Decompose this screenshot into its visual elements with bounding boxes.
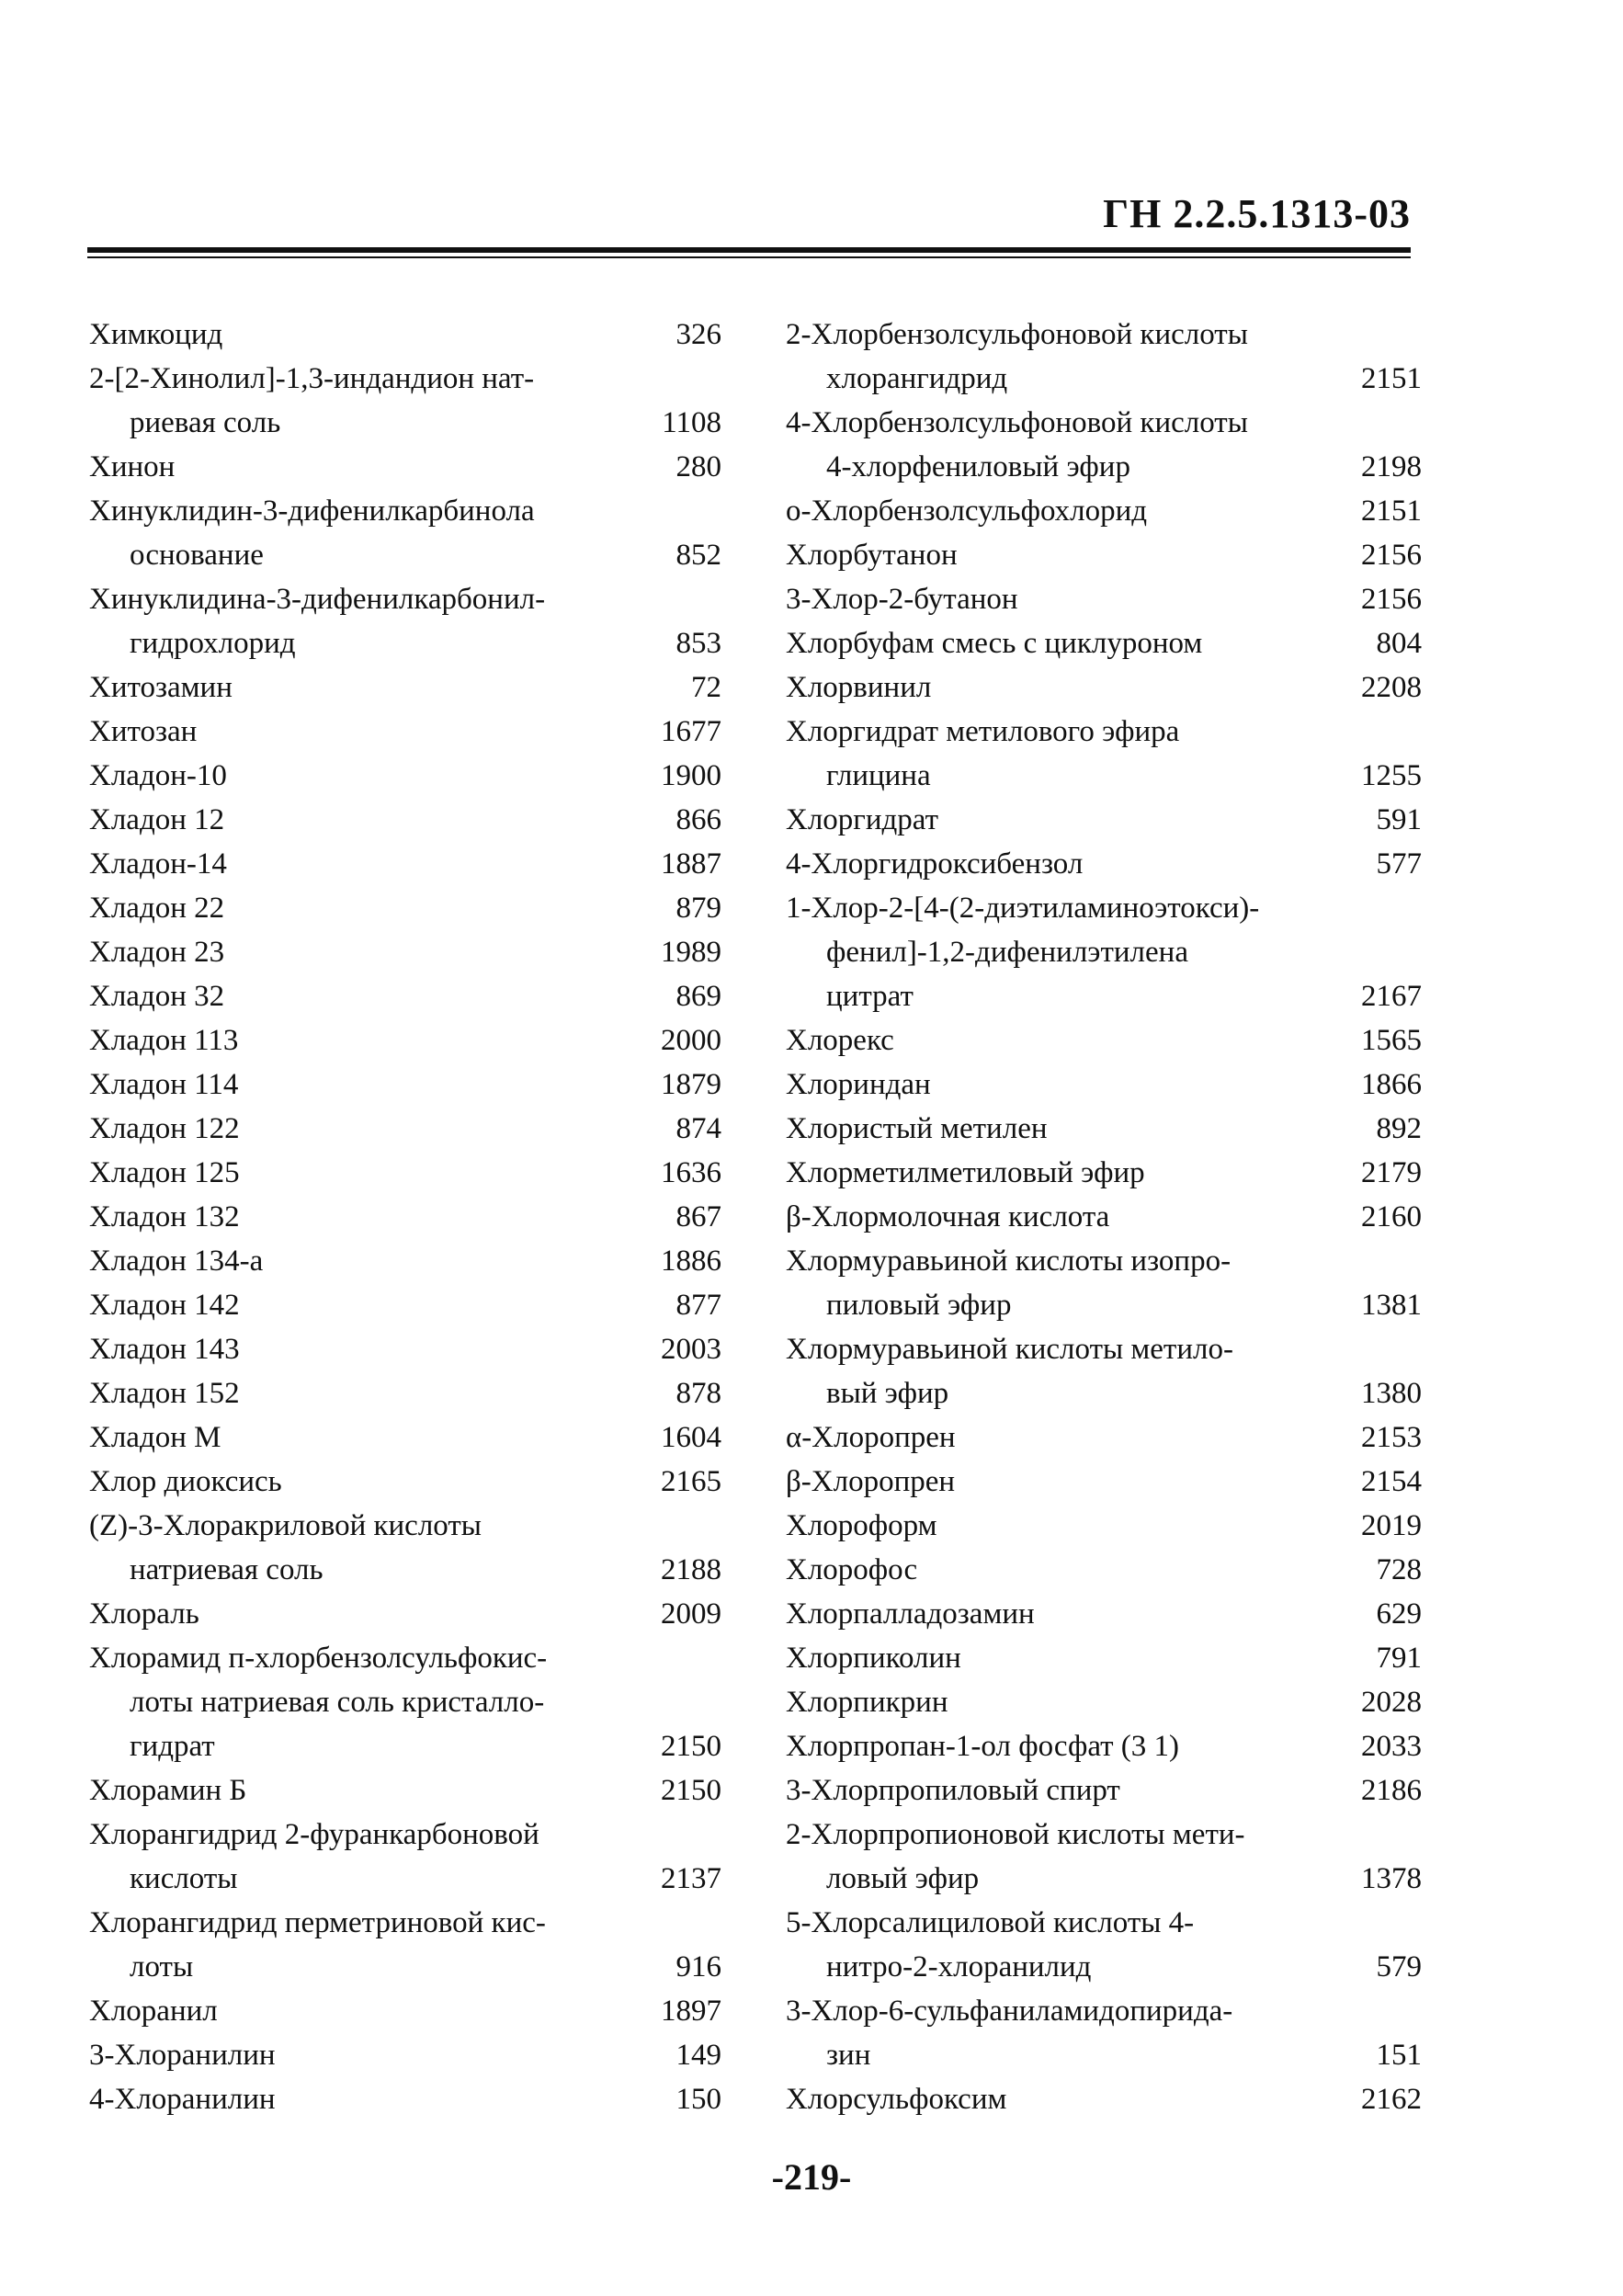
entry-term: Хлоранил — [89, 1995, 218, 2028]
entry-term: Хлориндан — [786, 1068, 931, 1101]
entry-term: Хладон 152 — [89, 1377, 240, 1410]
index-entry — [786, 1327, 1422, 1415]
entry-term-continuation: риевая соль — [130, 406, 281, 439]
index-entry — [786, 710, 1422, 798]
entry-term: 2-Хлорпропионовой кислоты мети- — [786, 1818, 1245, 1851]
entry-term: Хлорофос — [786, 1553, 918, 1586]
entry-term: Хладон 114 — [89, 1068, 239, 1101]
index-entry — [89, 577, 721, 665]
entry-number: 804 — [1376, 627, 1422, 660]
entry-number: 1636 — [661, 1156, 721, 1189]
entry-number: 2156 — [1361, 539, 1422, 572]
entry-term: Хлорпикрин — [786, 1686, 948, 1719]
entry-term-continuation: хлорангидрид — [826, 362, 1008, 395]
entry-number: 2009 — [661, 1597, 721, 1631]
index-entry — [786, 1724, 1422, 1768]
entry-number: 728 — [1376, 1553, 1422, 1586]
entry-term-continuation: цитрат — [826, 980, 914, 1013]
entry-term: Хладон 23 — [89, 936, 225, 969]
entry-number: 72 — [691, 671, 721, 704]
entry-number: 2154 — [1361, 1465, 1422, 1498]
entry-number: 2150 — [661, 1774, 721, 1807]
index-entry — [89, 2033, 721, 2077]
index-entry — [786, 842, 1422, 886]
index-entry — [89, 1901, 721, 1989]
entry-number: 1604 — [661, 1421, 721, 1454]
entry-number: 1897 — [661, 1995, 721, 2028]
entry-term: Хлорпиколин — [786, 1642, 961, 1675]
index-entry — [89, 798, 721, 842]
entry-term: Хлорпалладозамин — [786, 1597, 1035, 1631]
entry-term-continuation: гидрат — [130, 1730, 215, 1763]
entry-number: 1378 — [1361, 1862, 1422, 1895]
index-entry — [786, 1504, 1422, 1548]
entry-number: 2151 — [1361, 494, 1422, 528]
entry-number: 280 — [675, 450, 721, 483]
entry-term-continuation: основание — [130, 539, 264, 572]
index-entry — [89, 710, 721, 754]
entry-term: β-Хлоропрен — [786, 1465, 956, 1498]
index-entry — [786, 401, 1422, 489]
entry-number: 892 — [1376, 1112, 1422, 1145]
entry-term-continuation: вый эфир — [826, 1377, 949, 1410]
entry-number: 867 — [675, 1200, 721, 1233]
header-rule-thick — [87, 247, 1411, 253]
entry-number: 853 — [675, 627, 721, 660]
entry-number: 2208 — [1361, 671, 1422, 704]
entry-term: Химкоцид — [89, 318, 223, 351]
entry-term: 1-Хлор-2-[4-(2-диэтиламиноэтокси)- — [786, 892, 1260, 925]
index-entry — [786, 1813, 1422, 1901]
entry-term: Хладон 132 — [89, 1200, 240, 1233]
entry-number: 1108 — [662, 406, 721, 439]
index-entry — [89, 886, 721, 930]
entry-term: 4-Хлоранилин — [89, 2083, 276, 2116]
entry-number: 591 — [1376, 803, 1422, 836]
entry-term-continuation: лоты — [130, 1950, 194, 1983]
entry-term: Хладон-14 — [89, 847, 227, 881]
entry-term: (Z)-3-Хлоракриловой кислоты — [89, 1509, 482, 1542]
entry-number: 1886 — [661, 1245, 721, 1278]
document-code: ГН 2.2.5.1313-03 — [1103, 191, 1411, 236]
entry-term: Хлорангидрид перметриновой кис- — [89, 1906, 546, 1939]
index-entry — [89, 1327, 721, 1371]
entry-term: 3-Хлорпропиловый спирт — [786, 1774, 1120, 1807]
entry-number: 1255 — [1361, 759, 1422, 792]
entry-number: 2019 — [1361, 1509, 1422, 1542]
entry-number: 2188 — [661, 1553, 721, 1586]
entry-number: 869 — [675, 980, 721, 1013]
index-entry — [89, 930, 721, 974]
entry-number: 1565 — [1361, 1024, 1422, 1057]
page-number: -219- — [771, 2156, 852, 2198]
entry-term: Хитозамин — [89, 671, 233, 704]
index-entry — [89, 1504, 721, 1592]
entry-term: 5-Хлорсалициловой кислоты 4- — [786, 1906, 1195, 1939]
header-rule-thin — [87, 256, 1411, 258]
index-entry — [786, 1901, 1422, 1989]
entry-number: 877 — [675, 1289, 721, 1322]
entry-term: Хладон 134-а — [89, 1245, 264, 1278]
index-entry — [786, 1018, 1422, 1063]
entry-number: 866 — [675, 803, 721, 836]
entry-term: Хлор диоксись — [89, 1465, 282, 1498]
index-entry — [89, 842, 721, 886]
page-header — [87, 188, 1411, 258]
entry-number: 1381 — [1361, 1289, 1422, 1322]
entry-term: 3-Хлор-2-бутанон — [786, 583, 1018, 616]
index-entry — [89, 357, 721, 445]
entry-term: Хлорамид п-хлорбензолсульфокис- — [89, 1642, 548, 1675]
entry-term: Хладон-10 — [89, 759, 227, 792]
entry-term: Хладон 122 — [89, 1112, 240, 1145]
index-entry — [786, 313, 1422, 401]
entry-term-continuation: фенил]-1,2-дифенилэтилена — [826, 936, 1188, 969]
entry-term: Хинуклидин-3-дифенилкарбинола — [89, 494, 535, 528]
index-column-right — [786, 313, 1422, 2121]
entry-term: 3-Хлор-6-сульфаниламидопирида- — [786, 1995, 1233, 2028]
entry-term: Хлорметилметиловый эфир — [786, 1156, 1145, 1189]
entry-term-continuation: зин — [826, 2039, 871, 2072]
index-entry — [786, 621, 1422, 665]
index-entry — [89, 1151, 721, 1195]
index-entry — [786, 886, 1422, 1018]
index-entry — [89, 1989, 721, 2033]
entry-term: 4-Хлоргидроксибензол — [786, 847, 1084, 881]
entry-number: 852 — [675, 539, 721, 572]
entry-number: 1866 — [1361, 1068, 1422, 1101]
entry-term: Хладон 142 — [89, 1289, 240, 1322]
index-entry — [786, 1460, 1422, 1504]
entry-term-continuation: пиловый эфир — [826, 1289, 1012, 1322]
index-entry — [786, 1989, 1422, 2077]
entry-number: 1677 — [661, 715, 721, 748]
entry-number: 2137 — [661, 1862, 721, 1895]
entry-number: 151 — [1376, 2039, 1422, 2072]
index-entry — [786, 1592, 1422, 1636]
entry-number: 791 — [1376, 1642, 1422, 1675]
entry-number: 2156 — [1361, 583, 1422, 616]
index-entry — [786, 489, 1422, 533]
entry-number: 2151 — [1361, 362, 1422, 395]
index-column-left — [89, 313, 721, 2121]
entry-number: 2165 — [661, 1465, 721, 1498]
entry-term: Хладон 113 — [89, 1024, 239, 1057]
index-entry — [89, 2077, 721, 2121]
entry-number: 916 — [675, 1950, 721, 1983]
index-entry — [89, 1283, 721, 1327]
entry-term: 2-Хлорбензолсульфоновой кислоты — [786, 318, 1248, 351]
entry-number: 879 — [675, 892, 721, 925]
entry-number: 2162 — [1361, 2083, 1422, 2116]
index-entry — [786, 665, 1422, 710]
entry-term: Хлорамин Б — [89, 1774, 247, 1807]
entry-term: Хлорбуфам смесь с циклуроном — [786, 627, 1203, 660]
entry-number: 1887 — [661, 847, 721, 881]
index-entry — [89, 1018, 721, 1063]
entry-number: 2160 — [1361, 1200, 1422, 1233]
entry-term: Хладон М — [89, 1421, 221, 1454]
index-entry — [786, 1151, 1422, 1195]
entry-term-continuation: кислоты — [130, 1862, 238, 1895]
entry-number: 1900 — [661, 759, 721, 792]
index-entry — [786, 577, 1422, 621]
entry-term: 2-[2-Хинолил]-1,3-индандион нат- — [89, 362, 535, 395]
index-entry — [786, 1548, 1422, 1592]
entry-number: 2198 — [1361, 450, 1422, 483]
entry-term: Хлорбутанон — [786, 539, 958, 572]
index-entry — [786, 533, 1422, 577]
entry-term: β-Хлормолочная кислота — [786, 1200, 1110, 1233]
entry-term: Хлороформ — [786, 1509, 937, 1542]
index-entry — [89, 1063, 721, 1107]
index-entry — [89, 1415, 721, 1460]
entry-term: Хладон 12 — [89, 803, 225, 836]
index-entry — [786, 2077, 1422, 2121]
entry-number: 1380 — [1361, 1377, 1422, 1410]
entry-number: 1879 — [661, 1068, 721, 1101]
index-entry — [89, 1107, 721, 1151]
entry-term: Хлористый метилен — [786, 1112, 1048, 1145]
entry-number: 2028 — [1361, 1686, 1422, 1719]
entry-number: 874 — [675, 1112, 721, 1145]
entry-term: о-Хлорбензолсульфохлорид — [786, 494, 1148, 528]
entry-term: Хладон 32 — [89, 980, 225, 1013]
entry-number: 2033 — [1361, 1730, 1422, 1763]
index-entry — [786, 1680, 1422, 1724]
entry-term: Хладон 143 — [89, 1333, 240, 1366]
index-entry — [89, 1592, 721, 1636]
entry-number: 629 — [1376, 1597, 1422, 1631]
entry-number: 1989 — [661, 936, 721, 969]
entry-term: Хлормуравьиной кислоты метило- — [786, 1333, 1233, 1366]
entry-number: 2186 — [1361, 1774, 1422, 1807]
entry-term: Хитозан — [89, 715, 198, 748]
entry-number: 577 — [1376, 847, 1422, 881]
entry-number: 2167 — [1361, 980, 1422, 1013]
entry-number: 2000 — [661, 1024, 721, 1057]
index-entry — [89, 1768, 721, 1813]
index-entry — [89, 1813, 721, 1901]
index-entry — [786, 1768, 1422, 1813]
index-entry — [89, 1371, 721, 1415]
entry-term-continuation: натриевая соль — [130, 1553, 323, 1586]
index-entry — [89, 1460, 721, 1504]
index-entry — [89, 1195, 721, 1239]
entry-number: 2153 — [1361, 1421, 1422, 1454]
index-entry — [786, 1636, 1422, 1680]
entry-term-continuation: гидрохлорид — [130, 627, 296, 660]
index-entry — [786, 1063, 1422, 1107]
index-entry — [89, 1636, 721, 1768]
index-entry — [89, 313, 721, 357]
entry-term: Хлораль — [89, 1597, 199, 1631]
entry-term: Хлорекс — [786, 1024, 894, 1057]
entry-number: 2179 — [1361, 1156, 1422, 1189]
entry-term: Хлоргидрат — [786, 803, 938, 836]
entry-term-continuation: лоты натриевая соль кристалло- — [130, 1686, 545, 1719]
entry-term: Хлорвинил — [786, 671, 932, 704]
index-entry — [786, 798, 1422, 842]
index-entry — [89, 489, 721, 577]
entry-term-continuation: глицина — [826, 759, 931, 792]
entry-term-continuation: 4-хлорфениловый эфир — [826, 450, 1130, 483]
entry-term-continuation: нитро-2-хлоранилид — [826, 1950, 1092, 1983]
index-entry — [786, 1415, 1422, 1460]
entry-number: 2003 — [661, 1333, 721, 1366]
entry-term: 3-Хлоранилин — [89, 2039, 276, 2072]
entry-term-continuation: ловый эфир — [826, 1862, 980, 1895]
entry-term: 4-Хлорбензолсульфоновой кислоты — [786, 406, 1248, 439]
entry-number: 149 — [675, 2039, 721, 2072]
entry-term: Хинуклидина-3-дифенилкарбонил- — [89, 583, 546, 616]
entry-term: Хлорсульфоксим — [786, 2083, 1007, 2116]
index-entry — [89, 1239, 721, 1283]
index-entry — [786, 1239, 1422, 1327]
entry-term: Хлормуравьиной кислоты изопро- — [786, 1245, 1231, 1278]
index-entry — [89, 974, 721, 1018]
index-entry — [89, 445, 721, 489]
entry-term: Хлорангидрид 2-фуранкарбоновой — [89, 1818, 539, 1851]
index-entry — [786, 1195, 1422, 1239]
entry-number: 326 — [675, 318, 721, 351]
entry-term: Хинон — [89, 450, 176, 483]
entry-term: Хладон 125 — [89, 1156, 240, 1189]
entry-number: 579 — [1376, 1950, 1422, 1983]
entry-term: Хлоргидрат метилового эфира — [786, 715, 1180, 748]
index-entry — [89, 665, 721, 710]
entry-number: 150 — [675, 2083, 721, 2116]
entry-term: α-Хлоропрен — [786, 1421, 956, 1454]
entry-number: 2150 — [661, 1730, 721, 1763]
index-entry — [89, 754, 721, 798]
entry-term: Хлорпропан-1-ол фосфат (3 1) — [786, 1730, 1180, 1763]
entry-term: Хладон 22 — [89, 892, 225, 925]
index-entry — [786, 1107, 1422, 1151]
entry-number: 878 — [675, 1377, 721, 1410]
